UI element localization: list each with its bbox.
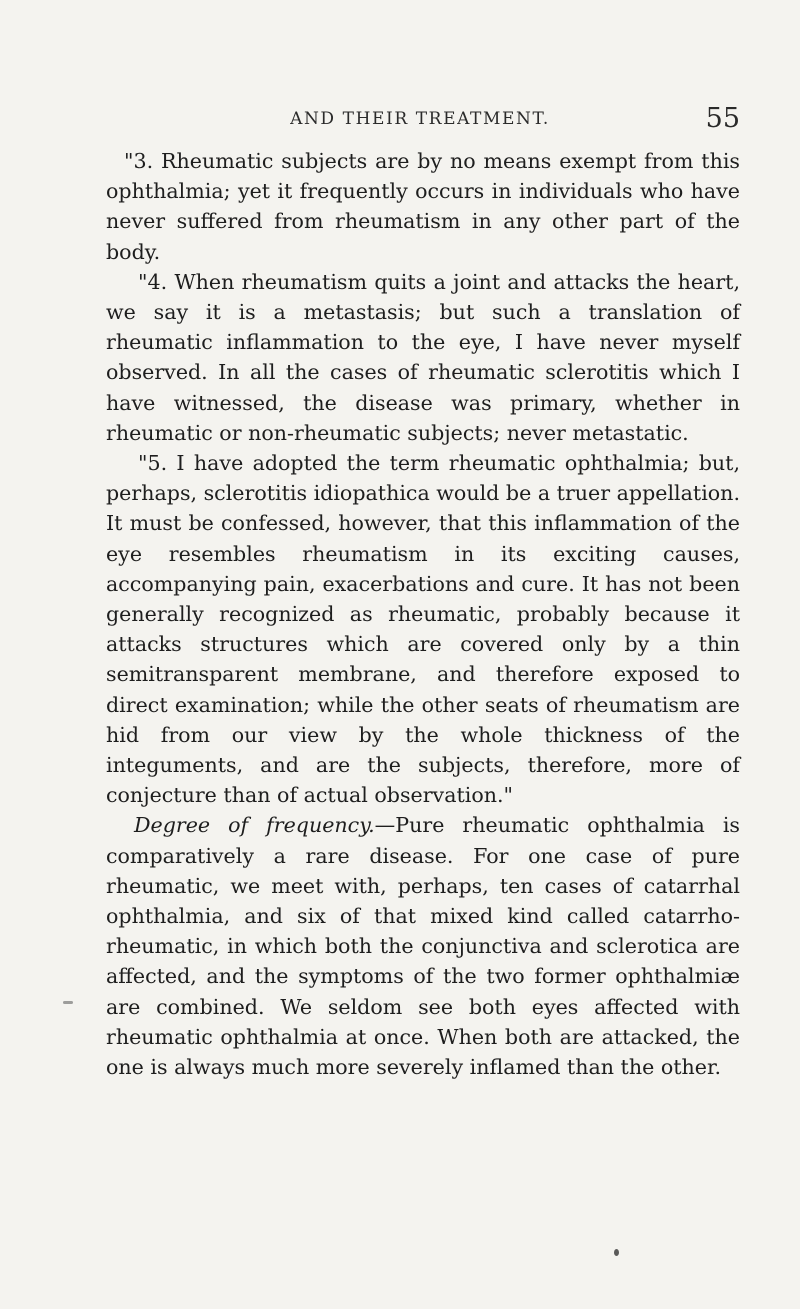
page-header <box>100 103 740 139</box>
paragraph-point-5: "5. I have adopted the term rheumatic ophthalmia; but, perhaps, sclerotitis idiopathica would be a truer appellation. It must be confessed, however, that this inflammation of the eye resembles rheumatism in its exciting causes, accompanying pain, exacerbations and cure. It has not been generally recognized as rheumatic, probably because it attacks structures which are covered only by a thin semitransparent membrane, and therefore exposed to direct examination; while the other seats of rheumatism are hid from our view by the whole thickness of the integuments, and are the subjects, therefore, more of conjecture than of actual observation." <box>106 451 740 808</box>
margin-mark <box>63 1001 73 1004</box>
paragraph-degree-of-frequency <box>106 810 740 1082</box>
paragraph-point-4: "4. When rheumatism quits a joint and attacks the heart, we say it is a metastasis; but such a translation of rheumatic inflammation to the eye, I have never myself observed. In all the cases of rheumatic sclerotitis which I have witnessed, the disease was primary, whether in rheumatic or non-rheumatic subjects; never metastatic. <box>106 269 740 445</box>
paragraph-text: —Pure rheumatic ophthalmia is comparatively a rare disease. For one case of pure rheumatic, we meet with, perhaps, ten cases of catarrhal ophthalmia, and six of that mixed kind called catarrho-rheumatic, in which both the conjunctiva and sclerotica are affected, and the symptoms of the two former ophthalmiæ are combined. We seldom see both eyes affected with rheumatic ophthalmia at once. When both are attacked, the one is always much more severely inflamed than the other. <box>106 813 740 1080</box>
ink-spot <box>614 1249 619 1256</box>
section-heading: Degree of frequency. <box>134 813 375 838</box>
paragraph-point-3: "3. Rheumatic subjects are by no means exempt from this ophthalmia; yet it frequently occurs in individuals who have never suffered from rheumatism in any other part of the body. <box>106 149 740 264</box>
running-head: AND THEIR TREATMENT. <box>290 109 550 129</box>
body-text <box>106 146 740 1082</box>
page-number: 55 <box>705 103 740 134</box>
